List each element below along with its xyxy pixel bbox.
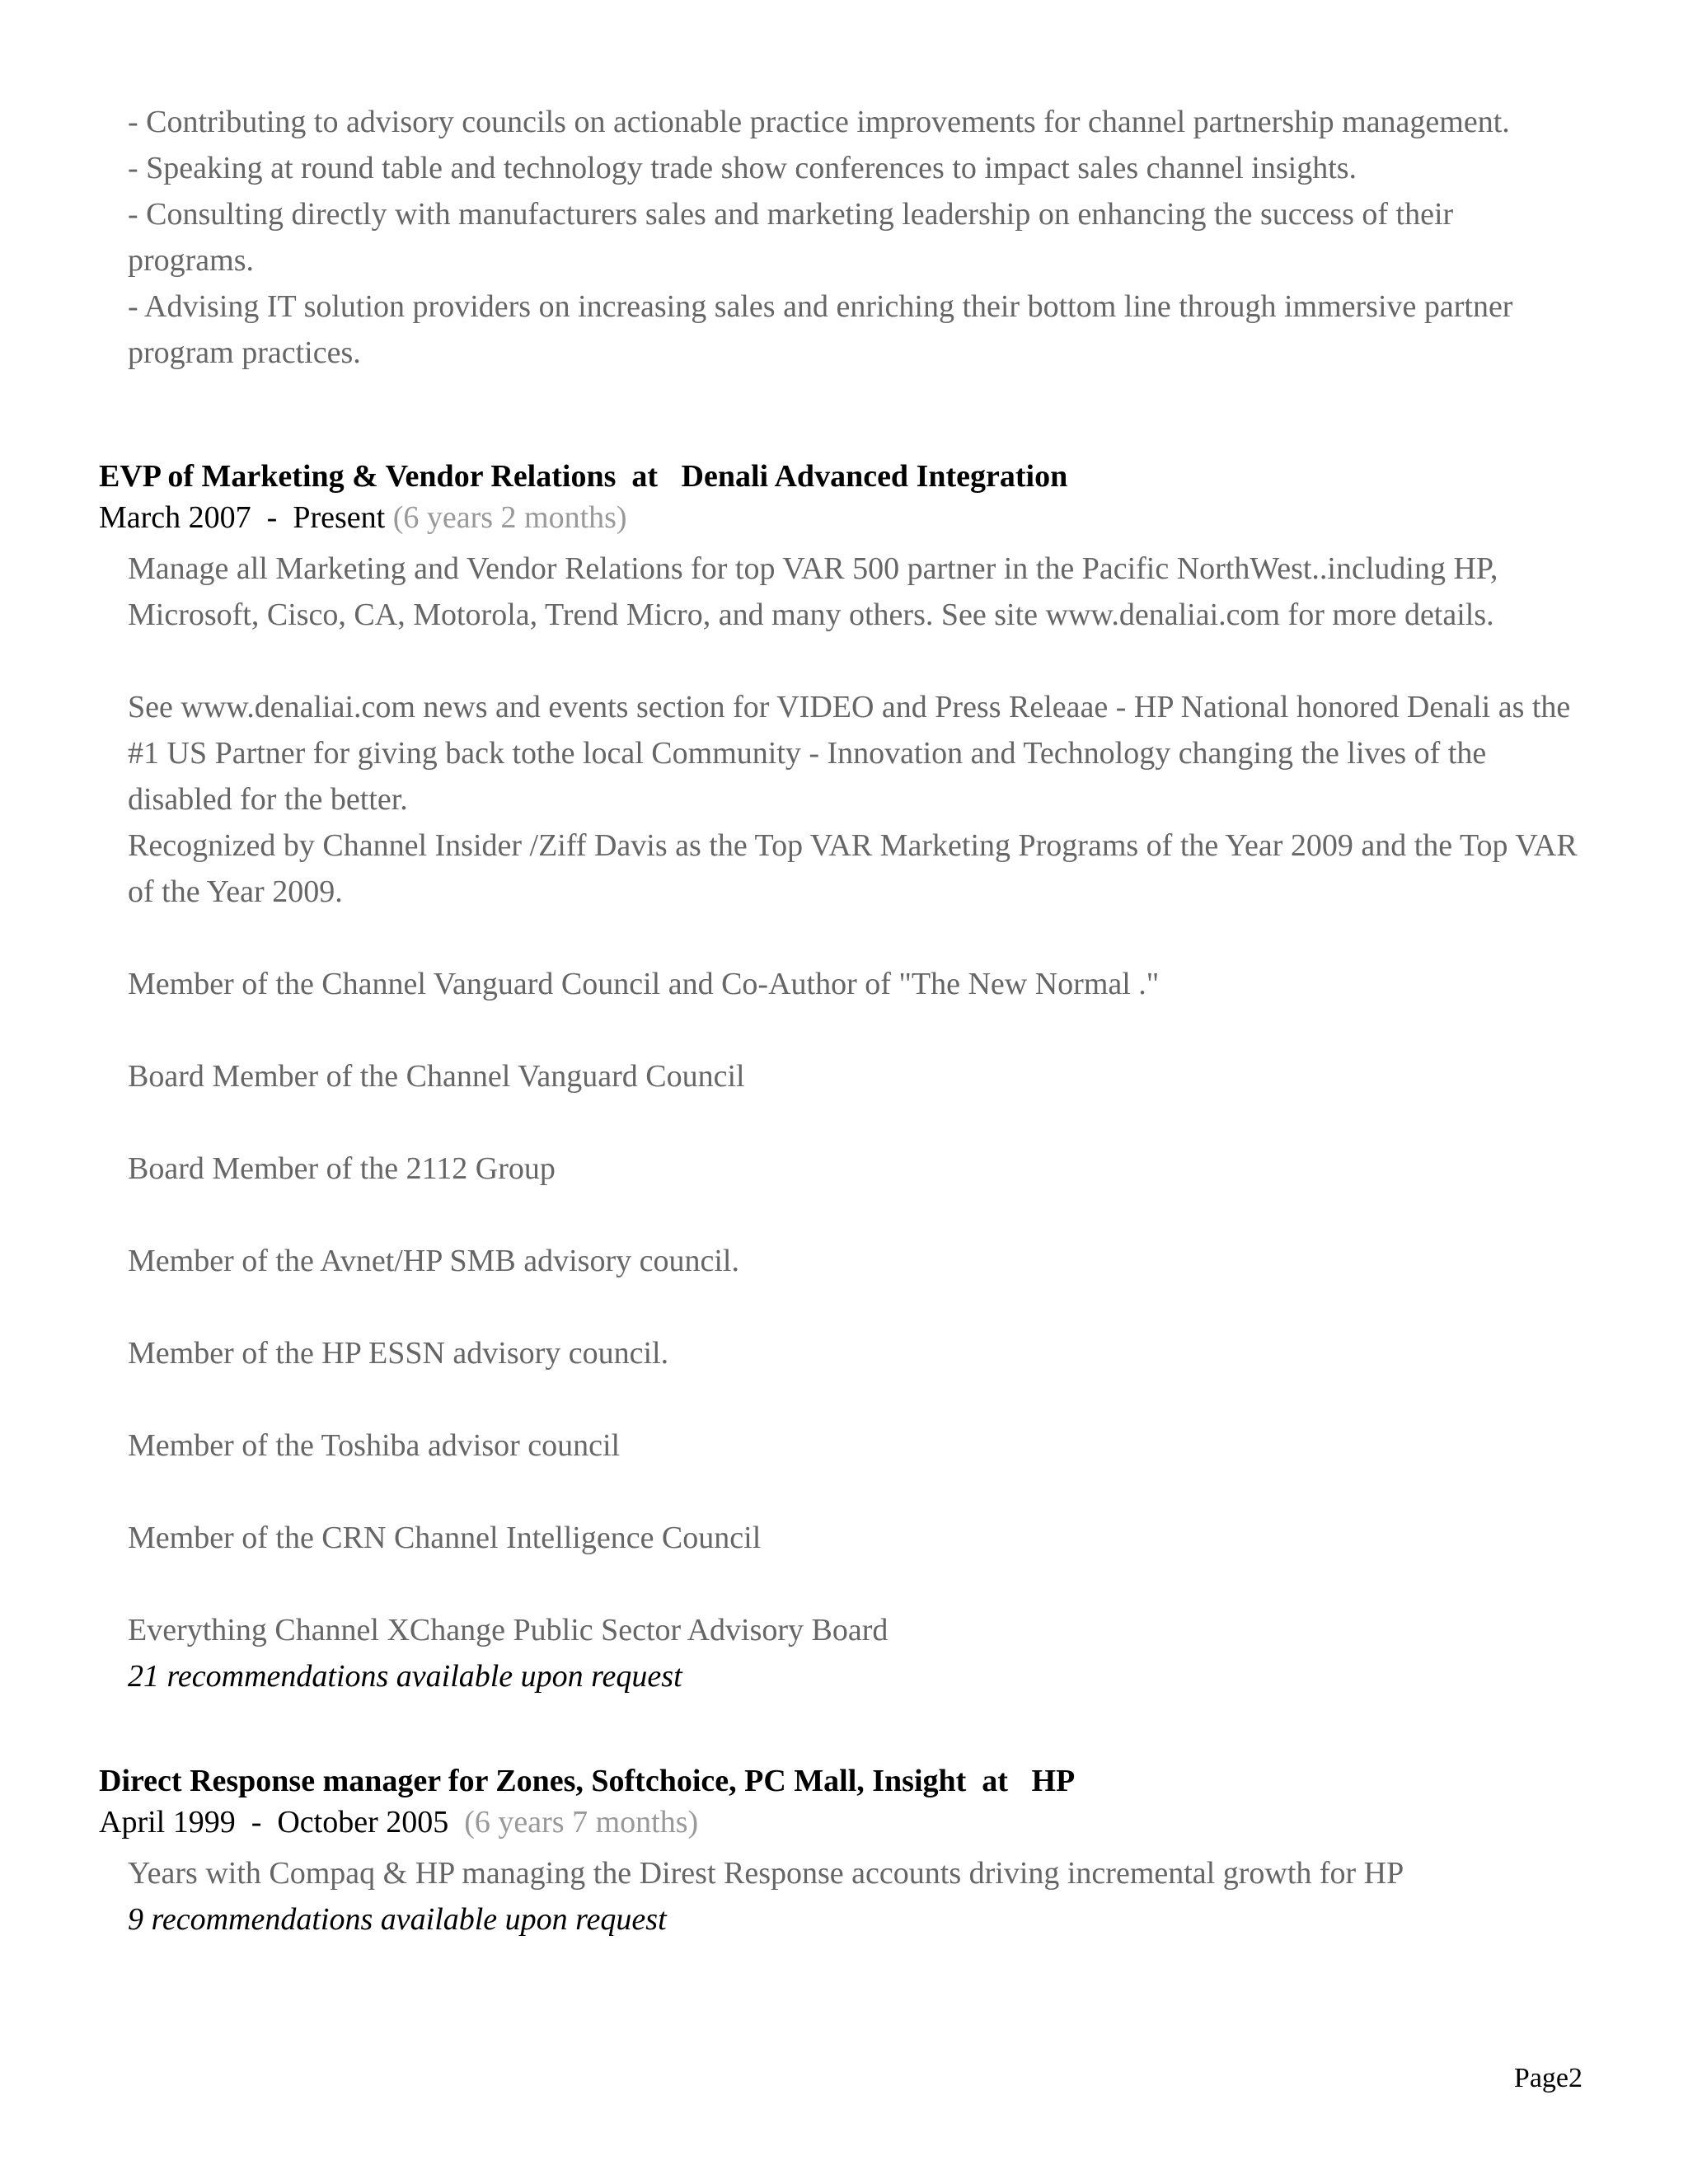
intro-bullet: - Consulting directly with manufacturers sales and marketing leadership on enhancing the success of their programs. bbox=[128, 197, 1454, 278]
description-paragraph: Member of the Toshiba advisor council bbox=[128, 1428, 621, 1463]
description-paragraph: See www.denaliai.com news and events section for VIDEO and Press Releaae - HP National honored Denali as the #1 US Partner for giving back tothe local Community - Innovation and Technology changing the lives of the disabled for the better. bbox=[128, 690, 1571, 817]
position-description bbox=[128, 546, 1578, 1699]
recommendations-note: 9 recommendations available upon request bbox=[128, 1902, 667, 1937]
description-paragraph: Member of the Channel Vanguard Council and Co-Author of "The New Normal ." bbox=[128, 967, 1160, 1001]
intro-bullets bbox=[128, 99, 1578, 376]
description-paragraph: Board Member of the 2112 Group bbox=[128, 1151, 556, 1186]
position-duration: (6 years 2 months) bbox=[392, 500, 627, 535]
position-date-range: March 2007 - Present bbox=[99, 500, 393, 535]
intro-bullet: - Contributing to advisory councils on actionable practice improvements for channel partnership management. bbox=[128, 105, 1510, 139]
position-title: EVP of Marketing & Vendor Relations at Denali Advanced Integration bbox=[99, 459, 1068, 494]
description-paragraph: Member of the Avnet/HP SMB advisory council. bbox=[128, 1244, 739, 1278]
description-paragraph: Years with Compaq & HP managing the Direst Response accounts driving incremental growth for HP bbox=[128, 1856, 1404, 1891]
description-paragraph: Everything Channel XChange Public Sector Advisory Board bbox=[128, 1613, 889, 1647]
description-paragraph: Board Member of the Channel Vanguard Council bbox=[128, 1059, 745, 1094]
position-date-range: April 1999 - October 2005 bbox=[99, 1805, 465, 1840]
intro-bullet: - Speaking at round table and technology trade show conferences to impact sales channel insights. bbox=[128, 151, 1357, 185]
recommendations-note: 21 recommendations available upon request bbox=[128, 1659, 682, 1694]
position-description bbox=[128, 1850, 1578, 1943]
position-dates bbox=[99, 497, 627, 538]
description-paragraph: Recognized by Channel Insider /Ziff Davis as the Top VAR Marketing Programs of the Year 2009 and the Top VAR of the Year 2009. bbox=[128, 828, 1578, 909]
position-dates bbox=[99, 1802, 698, 1843]
position-duration: (6 years 7 months) bbox=[464, 1805, 699, 1840]
description-paragraph: Member of the HP ESSN advisory council. bbox=[128, 1336, 669, 1371]
page-number: Page2 bbox=[1513, 2063, 1582, 2093]
description-paragraph: Member of the CRN Channel Intelligence Council bbox=[128, 1521, 762, 1555]
position-title: Direct Response manager for Zones, Softchoice, PC Mall, Insight at HP bbox=[99, 1764, 1076, 1798]
description-paragraph: Manage all Marketing and Vendor Relations for top VAR 500 partner in the Pacific NorthWest..including HP, Microsoft, Cisco, CA, Motorola, Trend Micro, and many others. See site www.denaliai.com for more details. bbox=[128, 551, 1498, 632]
intro-bullet: - Advising IT solution providers on increasing sales and enriching their bottom line through immersive partner program practices. bbox=[128, 289, 1513, 370]
